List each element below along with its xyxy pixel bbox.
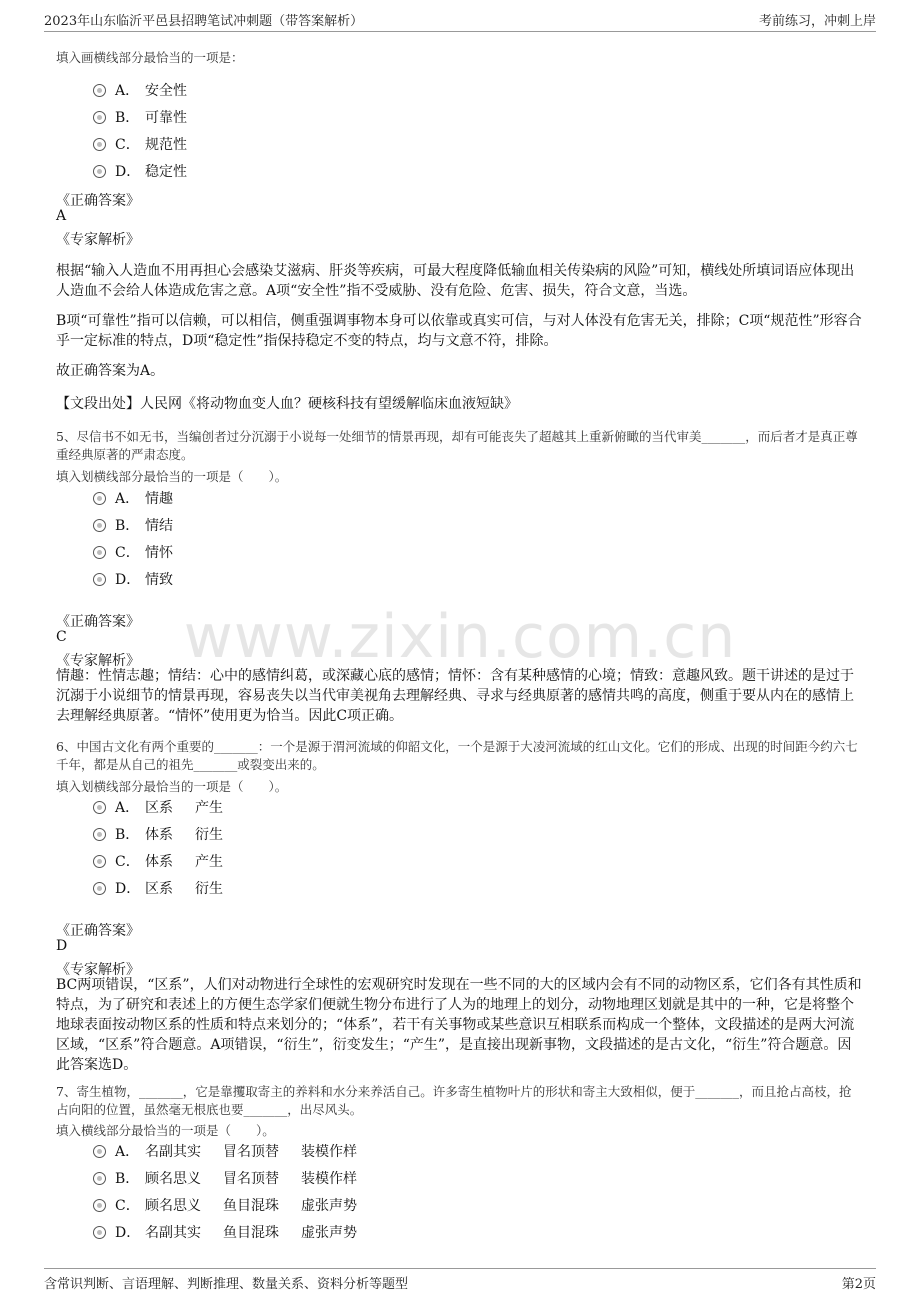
q6-analysis-label: 《专家解析》 xyxy=(56,962,140,978)
q6-option-b[interactable]: B． 体系 衍生 xyxy=(93,824,245,844)
radio-icon[interactable] xyxy=(93,573,106,586)
q6-option-c[interactable]: C． 体系 产生 xyxy=(93,851,245,871)
q7-option-a[interactable]: A． 名副其实 冒名顶替 装模作样 xyxy=(93,1141,379,1161)
q6-answer-label: 《正确答案》 xyxy=(56,923,140,939)
header-slogan: 考前练习，冲刺上岸 xyxy=(758,14,876,29)
footer-note: 含常识判断、言语理解、判断推理、数量关系、资料分析等题型 xyxy=(44,1277,409,1292)
q5-answer: C xyxy=(56,629,67,645)
q5-option-c[interactable]: C． 情怀 xyxy=(93,542,195,562)
q7-option-b[interactable]: B． 顾名思义 冒名顶替 装模作样 xyxy=(93,1168,379,1188)
q6-answer: D xyxy=(56,938,68,954)
footer-divider xyxy=(44,1268,876,1269)
q6-prompt: 填入划横线部分最恰当的一项是（ ）。 xyxy=(56,779,288,794)
q7-prompt: 填入横线部分最恰当的一项是（ ）。 xyxy=(56,1123,275,1138)
page-number: 第2页 xyxy=(841,1277,876,1292)
q6-analysis: BC两项错误，“区系”，人们对动物进行全球性的宏观研究时发现在一些不同的大的区域内会有不同的动物区系，它们各有其性质和特点，为了研究和表述上的方便生态学家们便就生物分布进行了人为的地理上的划分，动物地理区划就是其中的一种，它是将整个地球表面按动物区系的性质和特点来划分的；“体系”，若干有关事物或某些意识互相联系而构成一个整体，文段描述的是两大河流区域，“区系”符合题意。A项错误，“衍生”，衍变发生；“产生”，是直接出现新事物，文段描述的是古文化，“衍生”符合题意。因此答案选D。 xyxy=(56,977,862,1073)
q4-answer-label: 《正确答案》 xyxy=(56,193,140,209)
q5-answer-label: 《正确答案》 xyxy=(56,614,140,630)
radio-icon[interactable] xyxy=(93,801,106,814)
radio-icon[interactable] xyxy=(93,111,106,124)
q5-stem: 5、尽信书不如无书，当编创者过分沉溺于小说每一处细节的情景再现，却有可能丧失了超越其上重新俯瞰的当代审美_______，而后者才是真正尊重经典原著的严肃态度。 xyxy=(56,429,858,462)
q5-option-b[interactable]: B． 情结 xyxy=(93,515,195,535)
radio-icon[interactable] xyxy=(93,1145,106,1158)
q4-option-b[interactable]: B． 可靠性 xyxy=(93,107,209,127)
q4-prompt: 填入画横线部分最恰当的一项是： xyxy=(56,50,244,65)
q4-answer: A xyxy=(56,208,67,224)
q7-option-d[interactable]: D． 名副其实 鱼目混珠 虚张声势 xyxy=(93,1222,379,1242)
radio-icon[interactable] xyxy=(93,855,106,868)
q4-analysis-label: 《专家解析》 xyxy=(56,232,140,248)
q7-stem: 7、寄生植物，_______，它是靠攫取寄主的养料和水分来养活自己。许多寄生植物叶片的形状和寄主大致相似，便于_______，而且抢占高枝，抢占向阳的位置，虽然毫无根底也要_______，出尽风头。 xyxy=(56,1084,852,1117)
radio-icon[interactable] xyxy=(93,546,106,559)
q5-option-d[interactable]: D． 情致 xyxy=(93,569,195,589)
q6-option-d[interactable]: D． 区系 衍生 xyxy=(93,878,245,898)
q6-stem: 6、中国古文化有两个重要的_______：一个是源于渭河流域的仰韶文化，一个是源于大凌河流域的红山文化。它们的形成、出现的时间距今约六七千年，都是从自己的祖先_______或裂变出来的。 xyxy=(56,739,858,772)
q4-option-c[interactable]: C． 规范性 xyxy=(93,134,209,154)
radio-icon[interactable] xyxy=(93,882,106,895)
header-title: 2023年山东临沂平邑县招聘笔试冲刺题（带答案解析） xyxy=(44,14,364,29)
q4-analysis-para-2: B项“可靠性”指可以信赖，可以相信，侧重强调事物本身可以依靠或真实可信，与对人体没有危害无关，排除；C项“规范性”形容合乎一定标准的特点，D项“稳定性”指保持稳定不变的特点，均与文意不符，排除。 xyxy=(56,313,862,349)
q4-option-d[interactable]: D． 稳定性 xyxy=(93,161,209,181)
radio-icon[interactable] xyxy=(93,828,106,841)
radio-icon[interactable] xyxy=(93,492,106,505)
watermark: www.zixin.com.cn xyxy=(183,602,737,672)
radio-icon[interactable] xyxy=(93,519,106,532)
q4-source: 【文段出处】人民网《将动物血变人血？硬核科技有望缓解临床血液短缺》 xyxy=(56,396,518,412)
q5-analysis-label: 《专家解析》 xyxy=(56,653,140,669)
radio-icon[interactable] xyxy=(93,1172,106,1185)
q6-option-a[interactable]: A． 区系 产生 xyxy=(93,797,245,817)
radio-icon[interactable] xyxy=(93,1199,106,1212)
q4-analysis-para-1: 根据“输入人造血不用再担心会感染艾滋病、肝炎等疾病，可最大程度降低输血相关传染病的风险”可知，横线处所填词语应体现出人造血不会给人体造成危害之意。A项“安全性”指不受威胁、没有危险、危害、损失，符合文意，当选。 xyxy=(56,263,855,299)
q4-option-a[interactable]: A． 安全性 xyxy=(93,80,209,100)
radio-icon[interactable] xyxy=(93,165,106,178)
radio-icon[interactable] xyxy=(93,84,106,97)
radio-icon[interactable] xyxy=(93,138,106,151)
header-divider xyxy=(44,31,876,32)
q4-analysis-para-3: 故正确答案为A。 xyxy=(56,363,165,379)
q5-prompt: 填入划横线部分最恰当的一项是（ ）。 xyxy=(56,469,288,484)
radio-icon[interactable] xyxy=(93,1226,106,1239)
q5-analysis: 情趣：性情志趣；情结：心中的感情纠葛，或深藏心底的感情；情怀：含有某种感情的心境；情致：意趣风致。题干讲述的是过于沉溺于小说细节的情景再现，容易丧失以当代审美视角去理解经典、寻求与经典原著的感情共鸣的高度，侧重于要从内在的感情上去理解经典原著。“情怀”使用更为恰当。因此C项正确。 xyxy=(56,668,854,724)
q7-option-c[interactable]: C． 顾名思义 鱼目混珠 虚张声势 xyxy=(93,1195,379,1215)
q5-option-a[interactable]: A． 情趣 xyxy=(93,488,195,508)
